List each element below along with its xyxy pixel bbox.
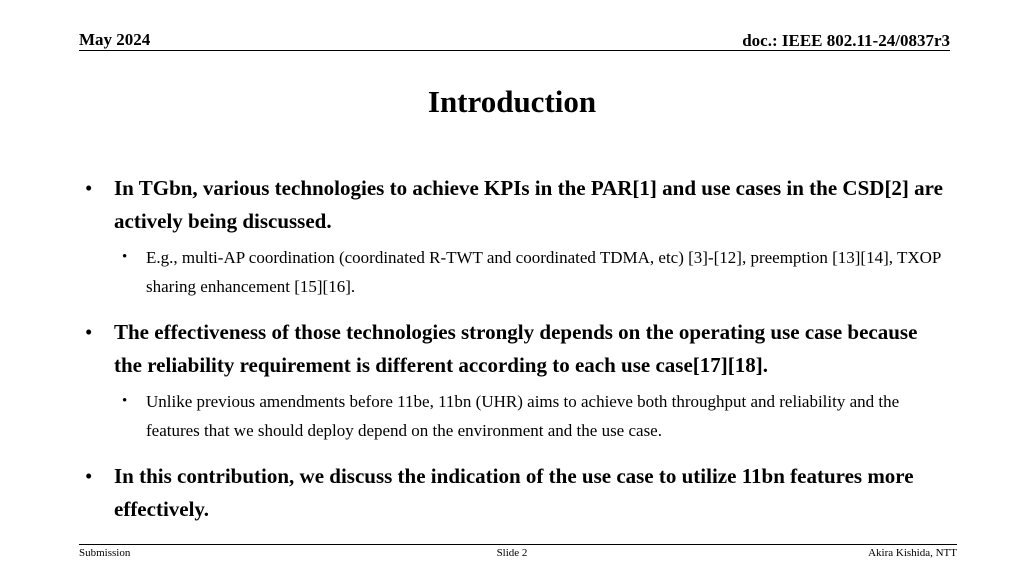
slide-body [85,172,945,526]
bullet-3-text: In this contribution, we discuss the indication of the use case to utilize 11bn features more effectively. [114,464,914,521]
bullet-3 [85,460,945,526]
bullet-dot-icon: • [85,464,93,488]
footer-submission: Submission [79,547,131,559]
bullet-2 [85,316,945,382]
sub-bullet-1-text: E.g., multi-AP coordination (coordinated R-TWT and coordinated TDMA, etc) [3]-[12], preemption [13][14], TXOP sharing enhancement [15][16]. [146,248,941,296]
bullet-dot-icon: • [122,249,128,265]
bullet-dot-icon: • [85,320,93,344]
footer-slide-number: Slide 2 [496,547,528,559]
sub-bullet-2 [122,387,945,445]
footer-divider [79,544,957,545]
header-date: May 2024 [79,30,151,49]
bullet-2-text: The effectiveness of those technologies strongly depends on the operating use case because the reliability requirement is different according to each use case[17][18]. [114,320,918,377]
bullet-dot-icon: • [122,393,128,409]
sub-bullet-2-text: Unlike previous amendments before 11be, 11bn (UHR) aims to achieve both throughput and reliability and the features that we should deploy depend on the environment and the use case. [146,392,900,440]
slide-title: Introduction [427,84,597,119]
header-doc-id: doc.: IEEE 802.11-24/0837r3 [742,31,950,50]
bullet-1-text: In TGbn, various technologies to achieve KPIs in the PAR[1] and use cases in the CSD[2] are actively being discussed. [114,176,943,233]
sub-bullet-1 [122,243,945,301]
footer-author: Akira Kishida, NTT [868,547,957,559]
bullet-1 [85,172,945,238]
bullet-dot-icon: • [85,176,93,200]
header-divider [79,50,950,51]
